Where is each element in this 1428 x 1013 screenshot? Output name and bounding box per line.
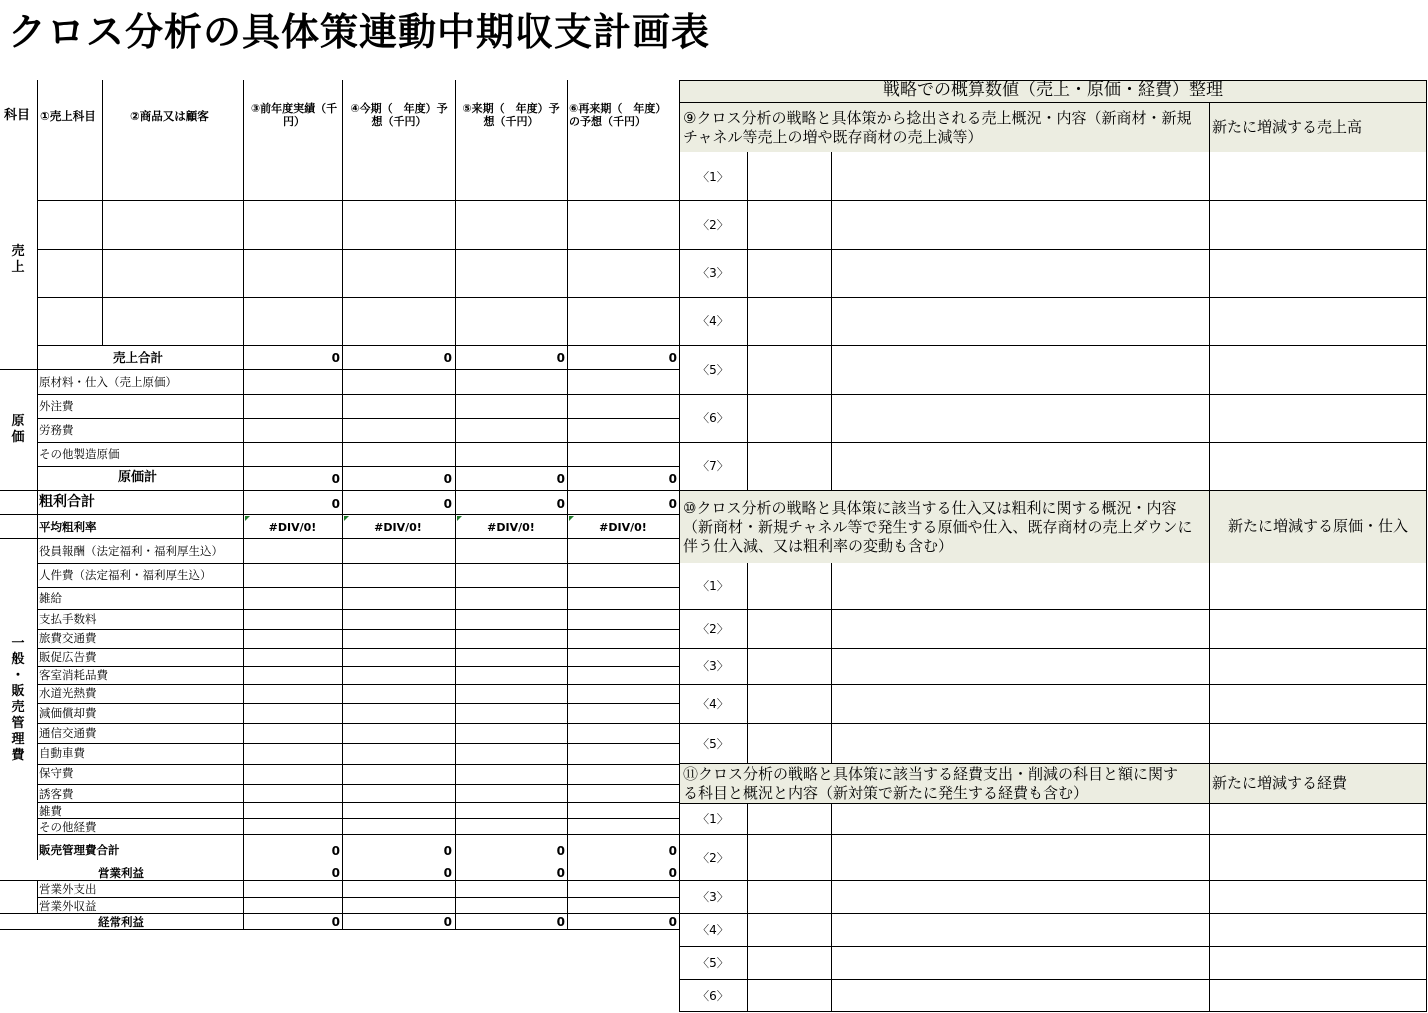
sga-item: 人件費（法定福利・福利厚生込） <box>39 568 212 582</box>
section-sga-label: 一 般 ・ 販 売 管 理 費 <box>11 636 25 763</box>
avg-margin-following: #DIV/0! <box>599 521 647 534</box>
section10-row-index: 〈1〉 <box>697 579 729 593</box>
header-product-customer: ②商品又は顧客 <box>130 109 209 123</box>
section11-row-index: 〈2〉 <box>697 851 729 865</box>
sga-item: 雑給 <box>39 591 62 605</box>
ordinary-profit-current: 0 <box>443 915 452 929</box>
sales-total-label: 売上合計 <box>113 350 164 365</box>
avg-margin-label: 平均粗利率 <box>39 520 97 534</box>
section9-amount-header: 新たに増減する売上高 <box>1212 118 1363 136</box>
header-next-forecast: ⑤来期（ 年度）予想（千円） <box>462 102 560 128</box>
section11-row-index: 〈1〉 <box>697 812 729 826</box>
section10-amount-header: 新たに増減する原価・仕入 <box>1227 517 1408 535</box>
section9-row-index: 〈3〉 <box>697 266 729 280</box>
section11-row-index: 〈4〉 <box>697 923 729 937</box>
operating-profit-following: 0 <box>668 866 677 880</box>
header-subject: 科目 <box>4 108 31 123</box>
section9-row-index: 〈5〉 <box>697 363 729 377</box>
cost-total-following: 0 <box>668 472 677 486</box>
operating-profit-label: 営業利益 <box>98 866 144 880</box>
sga-item: 客室消耗品費 <box>39 668 108 682</box>
cost-total-label: 原価計 <box>118 470 158 485</box>
sga-total-label: 販売管理費合計 <box>39 843 120 857</box>
section-cost-label: 原 価 <box>11 414 25 445</box>
gross-profit-current: 0 <box>443 497 452 511</box>
section9-row-index: 〈2〉 <box>697 218 729 232</box>
sga-item: 保守費 <box>39 766 74 780</box>
sga-item: 誘客費 <box>39 787 74 801</box>
section9-label: ⑨クロス分析の戦略と具体策から捻出される売上概況・内容（新商材・新規 チャネル等売上の増や既存商材の売上減等） <box>683 109 1192 146</box>
gross-profit-prev: 0 <box>331 497 340 511</box>
ordinary-profit-following: 0 <box>668 915 677 929</box>
section9-row-index: 〈7〉 <box>697 459 729 473</box>
sga-item: 雑費 <box>39 804 62 818</box>
section11-row-index: 〈6〉 <box>697 989 729 1003</box>
gross-profit-next: 0 <box>556 497 565 511</box>
section10-row-index: 〈4〉 <box>697 697 729 711</box>
ordinary-profit-next: 0 <box>556 915 565 929</box>
sales-total-prev: 0 <box>331 351 340 365</box>
avg-margin-next: #DIV/0! <box>487 521 535 534</box>
header-sales-item: ①売上科目 <box>40 109 96 123</box>
sga-item: 自動車費 <box>39 746 85 760</box>
operating-profit-next: 0 <box>556 866 565 880</box>
sga-item: 水道光熱費 <box>39 686 97 700</box>
sga-total-current: 0 <box>443 844 452 858</box>
sga-item: その他経費 <box>39 820 97 834</box>
cost-item: 外注費 <box>39 399 74 413</box>
cost-item: その他製造原価 <box>39 447 120 461</box>
header-following-forecast: ⑥再来期（ 年度）の予想（千円） <box>569 102 667 128</box>
section10-row-index: 〈3〉 <box>697 659 729 673</box>
section11-amount-header: 新たに増減する経費 <box>1212 774 1348 792</box>
section9-row-index: 〈4〉 <box>697 314 729 328</box>
sga-total-following: 0 <box>668 844 677 858</box>
non-op-item: 営業外支出 <box>39 882 97 896</box>
section10-row-index: 〈5〉 <box>697 737 729 751</box>
strategy-table-title: 戦略での概算数値（売上・原価・経費）整理 <box>883 80 1223 100</box>
section-sales-label: 売 上 <box>11 244 25 275</box>
sales-total-following: 0 <box>668 351 677 365</box>
cost-total-prev: 0 <box>331 472 340 486</box>
operating-profit-current: 0 <box>443 866 452 880</box>
section10-label: ⑩クロス分析の戦略と具体策に該当する仕入又は粗利に関する概況・内容 （新商材・新規チャネル等で発生する原価や仕入、既存商材の売上ダウンに 伴う仕入減、又は粗利率の変動も含む） <box>683 499 1193 555</box>
header-prev-year-actual: ③前年度実績（千円） <box>250 102 338 128</box>
sga-item: 支払手数料 <box>39 612 97 626</box>
sales-total-current: 0 <box>443 351 452 365</box>
sales-total-next: 0 <box>556 351 565 365</box>
sga-item: 販促広告費 <box>39 650 97 664</box>
cost-total-current: 0 <box>443 472 452 486</box>
section11-row-index: 〈3〉 <box>697 890 729 904</box>
cost-total-next: 0 <box>556 472 565 486</box>
sga-item: 旅費交通費 <box>39 631 97 645</box>
section9-row-index: 〈1〉 <box>697 170 729 184</box>
gross-profit-following: 0 <box>668 497 677 511</box>
sga-total-prev: 0 <box>331 844 340 858</box>
section9-row-index: 〈6〉 <box>697 411 729 425</box>
sga-item: 役員報酬（法定福利・福利厚生込） <box>39 544 223 558</box>
page-title: クロス分析の具体策連動中期収支計画表 <box>8 10 711 54</box>
avg-margin-current: #DIV/0! <box>374 521 422 534</box>
avg-margin-prev: #DIV/0! <box>268 521 317 534</box>
section11-label: ⑪クロス分析の戦略と具体策に該当する経費支出・削減の科目と額に関す る科目と概況と内容（新対策で新たに発生する経費も含む） <box>683 765 1179 802</box>
sga-item: 減価償却費 <box>39 706 97 720</box>
section11-row-index: 〈5〉 <box>697 956 729 970</box>
sga-item: 通信交通費 <box>39 726 97 740</box>
cost-item: 原材料・仕入（売上原価） <box>39 375 177 389</box>
cost-item: 労務費 <box>39 423 74 437</box>
operating-profit-prev: 0 <box>331 866 340 880</box>
section10-row-index: 〈2〉 <box>697 622 729 636</box>
ordinary-profit-prev: 0 <box>331 915 340 929</box>
gross-profit-label: 粗利合計 <box>39 494 95 510</box>
header-current-forecast: ④今期（ 年度）予想（千円） <box>350 102 448 128</box>
non-op-item: 営業外収益 <box>39 899 97 913</box>
sga-total-next: 0 <box>556 844 565 858</box>
ordinary-profit-label: 経常利益 <box>98 915 144 929</box>
